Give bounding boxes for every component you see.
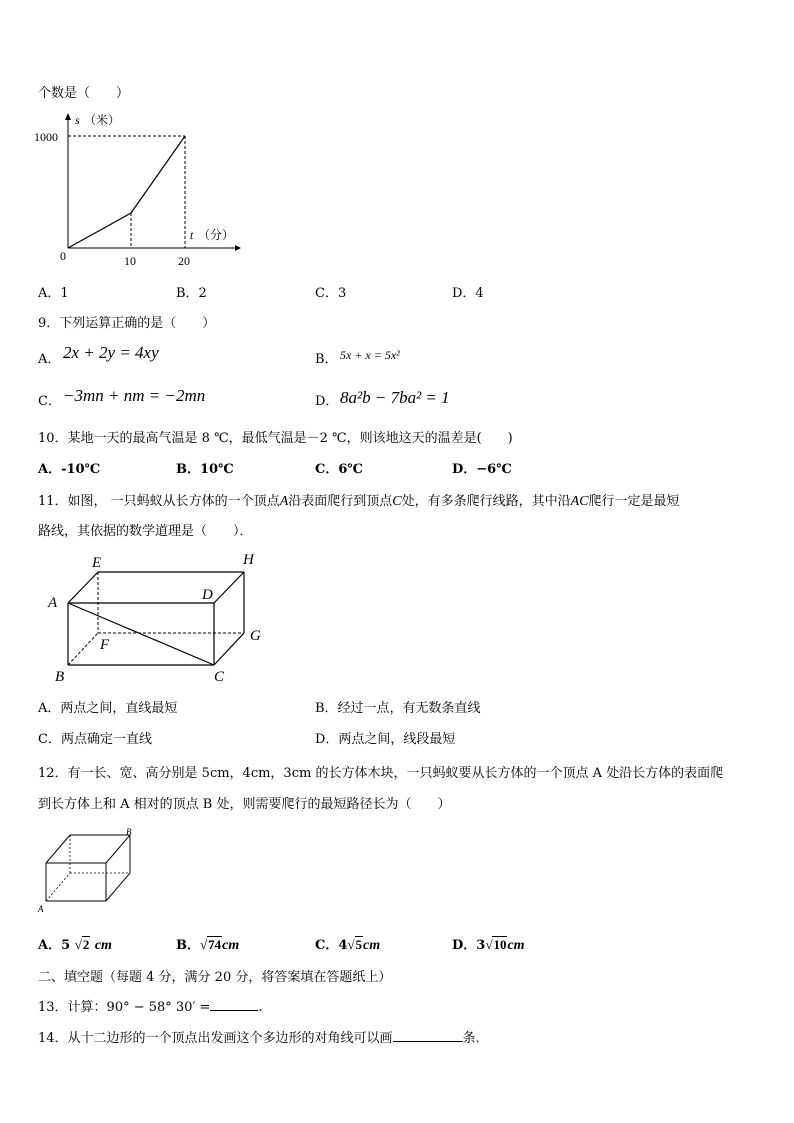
x-tick-10: 10: [124, 254, 136, 268]
vertex-f: F: [100, 637, 110, 653]
q9-option-a-label: A．: [38, 352, 61, 367]
vertex-d: D: [202, 587, 213, 603]
q12-option-b: B．√74cm: [176, 937, 240, 953]
q9-option-b-label: B．: [315, 352, 338, 367]
cuboid-figure: [40, 545, 280, 687]
q10-option-c: C．6℃: [315, 462, 363, 477]
vertex-b: B: [55, 669, 65, 685]
q11-option-d: D．两点之间，线段最短: [315, 732, 456, 747]
x-tick-20: 20: [178, 254, 190, 268]
q12-option-c: C．4√5cm: [315, 937, 381, 953]
q10-option-a: A．-10℃: [38, 462, 101, 477]
q9-option-a-expr: 2x + 2y = 4xy: [63, 343, 159, 362]
q11-option-b: B．经过一点，有无数条直线: [315, 701, 481, 716]
distance-time-graph: [30, 108, 250, 268]
y-label-var: s: [75, 113, 80, 127]
vertex-h: H: [243, 552, 254, 568]
q10-option-d: D．−6℃: [452, 462, 512, 477]
q12-option-d: D．3√10cm: [452, 937, 525, 953]
y-axis-arrow: [65, 113, 71, 120]
q10-option-b: B．10℃: [176, 462, 234, 477]
q11-stem-line2: 路线，其依据的数学道理是（ ）．: [38, 524, 253, 539]
q13: 13．计算：90° − 58° 30′ = .: [38, 1000, 263, 1015]
distance-line: [68, 136, 185, 248]
q9-option-b-expr: 5x + x = 5x²: [340, 348, 400, 362]
q11-option-c: C．两点确定一直线: [38, 732, 152, 747]
q14: 14．从十二边形的一个顶点出发画这个多边形的对角线可以画 条．: [38, 1031, 489, 1046]
vertex-g: G: [250, 628, 261, 644]
q10-stem: 10．某地一天的最高气温是 8 ℃，最低气温是－2 ℃，则该地这天的温差是( ): [38, 431, 513, 446]
q13-answer-blank[interactable]: [210, 1010, 258, 1011]
q8-option-a: A．1: [38, 286, 69, 301]
q12-stem-line1: 12．有一长、宽、高分别是 5cm，4cm，3cm 的长方体木块，一只蚂蚁要从长方体的一个顶点 A 处沿长方体的表面爬: [38, 766, 724, 781]
box-vertex-a: A: [38, 904, 44, 914]
q9-option-c-label: C．: [38, 394, 61, 409]
q11-stem-line1: 11．如图， 一只蚂蚁从长方体的一个顶点A沿表面爬行到顶点C处，有多条爬行线路，其中沿AC爬行一定是最短: [38, 494, 680, 509]
q8-option-d: D．4: [452, 286, 484, 301]
x-label-unit: （分）: [198, 228, 235, 242]
q12-option-a: A．5 √2 cm: [38, 937, 112, 953]
q8-stem-tail: 个数是（ ）: [38, 86, 130, 101]
q8-option-b: B．2: [176, 286, 207, 301]
q9-option-d-expr: 8a²b − 7ba² = 1: [340, 388, 450, 407]
vertex-e: E: [92, 555, 102, 571]
vertex-c: C: [214, 669, 225, 685]
vertex-a: A: [48, 595, 58, 611]
q9-option-d-label: D．: [315, 394, 339, 409]
box-vertex-b: B: [126, 827, 132, 837]
section-2-title: 二、填空题（每题 4 分，满分 20 分，将答案填在答题纸上）: [38, 970, 392, 985]
q8-option-c: C．3: [315, 286, 347, 301]
q12-stem-line2: 到长方体上和 A 相对的顶点 B 处，则需要爬行的最短路径长为（ ）: [38, 797, 451, 812]
box-figure: [36, 825, 146, 915]
q9-option-c-expr: −3mn + nm = −2mn: [63, 386, 206, 405]
y-tick-1000: 1000: [34, 130, 58, 144]
y-label-unit: （米）: [84, 113, 121, 127]
q9-stem: 9．下列运算正确的是（ ）: [38, 316, 216, 331]
q11-option-a: A．两点之间，直线最短: [38, 701, 178, 716]
x-label-var: t: [190, 228, 194, 242]
q14-answer-blank[interactable]: [393, 1041, 463, 1042]
x-axis-arrow: [235, 245, 241, 251]
origin-label: 0: [60, 249, 66, 263]
